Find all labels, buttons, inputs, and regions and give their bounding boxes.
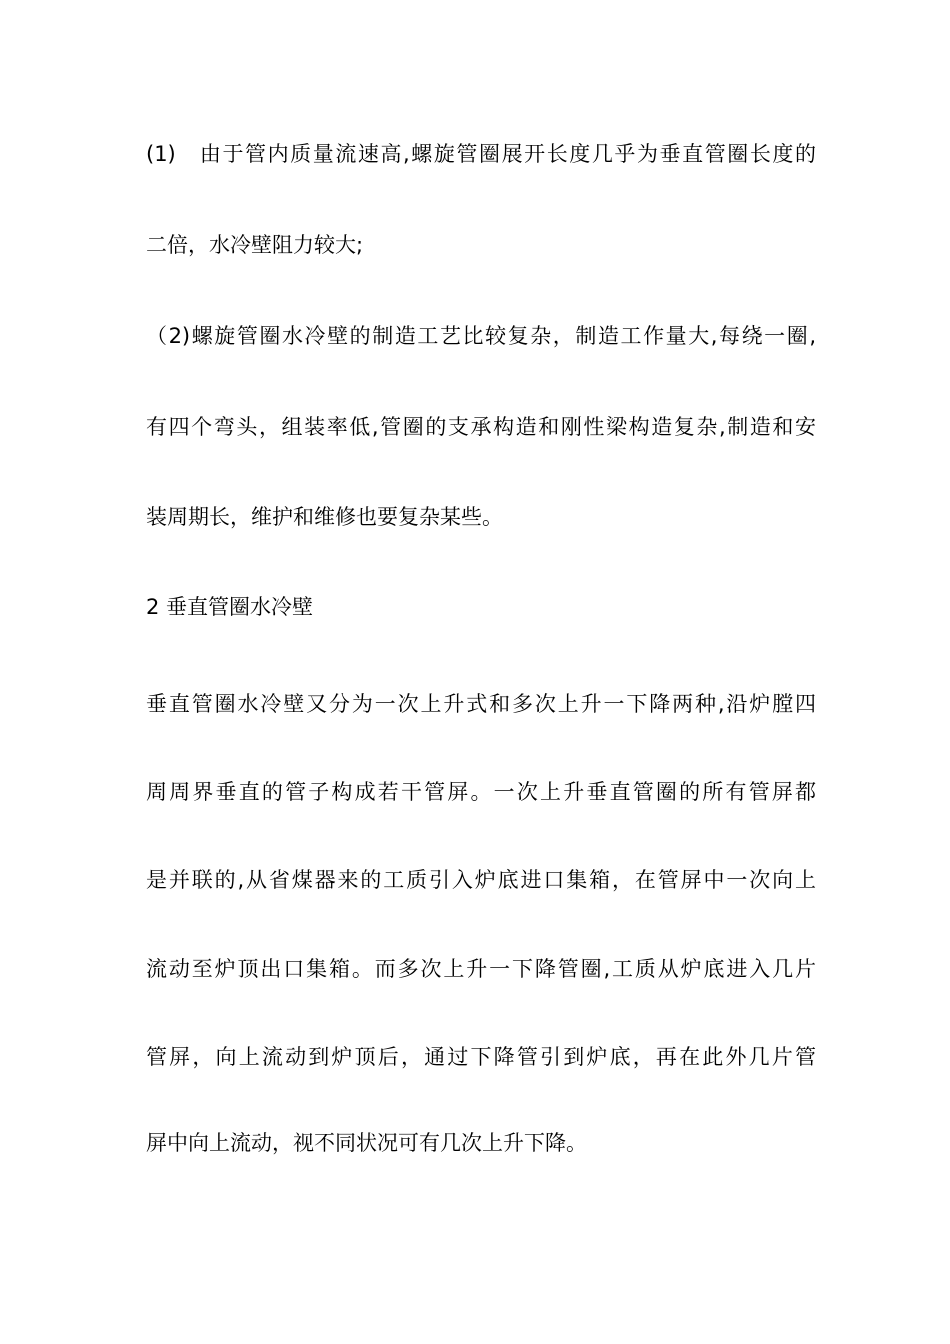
paragraph-3-line-1: 垂直管圈水冷壁又分为一次上升式和多次上升一下降两种,沿炉膛四 — [146, 692, 816, 716]
paragraph-2-line-2: 有四个弯头，组装率低,管圈的支承构造和刚性梁构造复杂,制造和安 — [146, 415, 816, 439]
paragraph-3-line-5: 管屏，向上流动到炉顶后，通过下降管引到炉底，再在此外几片管 — [146, 1045, 816, 1069]
paragraph-3-line-2: 周周界垂直的管子构成若干管屏。一次上升垂直管圈的所有管屏都 — [146, 780, 816, 804]
paragraph-2-line-1: （2)螺旋管圈水冷壁的制造工艺比较复杂，制造工作量大,每绕一圈, — [146, 324, 816, 348]
paragraph-3-line-6: 屏中向上流动，视不同状况可有几次上升下降。 — [146, 1131, 587, 1155]
paragraph-2-line-3: 装周期长，维护和维修也要复杂某些。 — [146, 505, 503, 529]
paragraph-3-line-4: 流动至炉顶出口集箱。而多次上升一下降管圈,工质从炉底进入几片 — [146, 957, 816, 981]
section-heading: 2 垂直管圈水冷壁 — [146, 595, 314, 619]
paragraph-1-line-2: 二倍，水冷壁阻力较大; — [146, 233, 364, 257]
paragraph-1-line-1: (1) 由于管内质量流速高,螺旋管圈展开长度几乎为垂直管圈长度的 — [146, 142, 816, 166]
paragraph-3-line-3: 是并联的,从省煤器来的工质引入炉底进口集箱，在管屏中一次向上 — [146, 868, 816, 892]
